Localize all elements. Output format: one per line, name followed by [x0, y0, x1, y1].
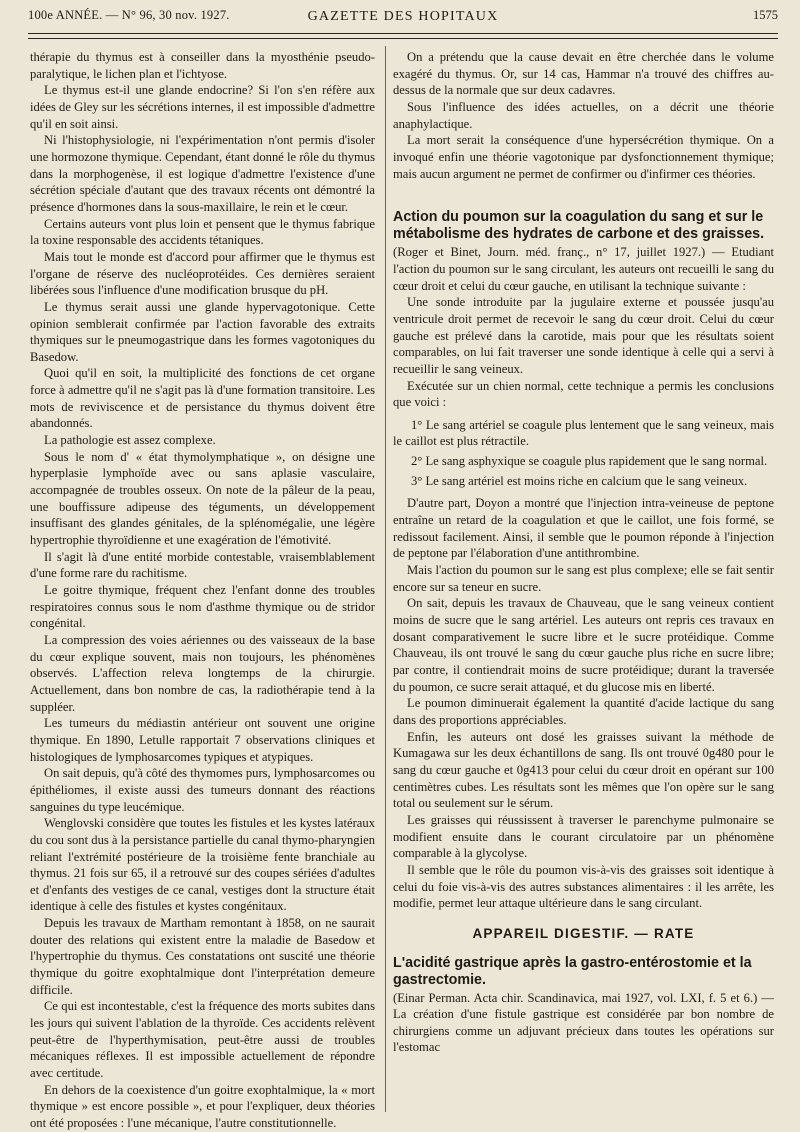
paragraph: Sous le nom d' « état thymolymphatique », on désigne une hyperplasie lymphoïde avec ou sans aplasie vasculaire, accompagnée de troubles osseux. On note de la pâleur de la peau, une bouffissure adipeuse des téguments, un développement insuffisant des glandes génitales, de la splénomégalie, une légère hypertrophie thyroïdienne et une exagération de l'émotivité. [30, 449, 375, 548]
column-divider [385, 46, 386, 1112]
paragraph: En dehors de la coexistence d'un goitre exophtalmique, la « mort thymique » est encore possible », et pour l'expliquer, deux théories ont été proposées : l'une mécanique, l'autre constitutionnelle. [30, 1082, 375, 1130]
list-item: 3° Le sang artériel est moins riche en calcium que le sang veineux. [411, 473, 748, 488]
paragraph: Les graisses qui réussissent à traverser le parenchyme pulmonaire se modifient ensuite dans le courant circulatoire par un phénomène comparable à la glycolyse. [393, 812, 774, 861]
section-heading: APPAREIL DIGESTIF. — RATE [472, 925, 695, 941]
paragraph: Les tumeurs du médiastin antérieur ont souvent une origine thymique. En 1890, Letulle rapportait 7 observations cliniques et histologiques de lymphosarcomes typiques et atypiques. [30, 716, 375, 764]
paragraph: La pathologie est assez complexe. [44, 433, 216, 448]
paragraph: Enfin, les auteurs ont dosé les graisses suivant la méthode de Kumagawa sur les deux échantillons de sang. Ils ont trouvé 0g480 pour le sang du cœur gauche et 0g413 pour celui du cœur droit en opérant sur 100 centimètres cubes. Les résultats sont les mêmes que l'on opère sur le sang total ou seulement sur le sérum. [393, 729, 774, 811]
right-column [393, 49, 774, 1056]
paragraph: Certains auteurs vont plus loin et pensent que le thymus fabrique la toxine responsable des accidents tétaniques. [30, 216, 375, 248]
paragraph: Le poumon diminuerait également la quantité d'acide lactique du sang dans des proportions appréciables. [393, 696, 774, 727]
paragraph: Le thymus est-il une glande endocrine? Si l'on s'en réfère aux idées de Gley sur les sécrétions internes, il est impossible d'admettre qu'il en soit ainsi. [30, 83, 375, 131]
left-column [30, 49, 375, 1132]
conclusions-list [393, 417, 774, 490]
page-number: 1575 [753, 8, 778, 22]
article-reference: (Roger et Binet, Journ. méd. franç., n° 17, juillet 1927.) — Etudiant l'action du poumon sur le sang circulant, les auteurs ont recueilli le sang du cœur droit et celui du cœur gauche, en utilisant la technique suivante : [393, 245, 774, 293]
paragraph: Depuis les travaux de Martham remontant à 1858, on ne saurait douter des relations qui existent entre la maladie de Basedow et l'hypertrophie du thymus. Ces constatations ont suscité une théorie thymique du goitre exophtalmique dont l'interprétation demeure difficile. [30, 916, 375, 997]
article-title: Action du poumon sur la coagulation du sang et sur le métabolisme des hydrates de carbone et des graisses. [393, 209, 765, 243]
paragraph: Le thymus serait aussi une glande hypervagotonique. Cette opinion semblerait confirmée par l'action favorable des extraits thymiques sur le pneumogastrique dans les formes vagotoniques du Basedow. [30, 299, 375, 364]
paragraph: Mais tout le monde est d'accord pour affirmer que le thymus est l'organe de réserve des nucléoprotéides. Ces dernières seraient libérées sous l'influence d'une modification brusque du pH. [30, 249, 375, 298]
header-rule-thick [28, 33, 778, 34]
paragraph: On sait, depuis les travaux de Chauveau, que le sang veineux contient moins de sucre que le sang artériel. Les auteurs ont repris ces travaux en dosant comparativement le sucre libre et le sucre protéidique. Comme Chauveau, ils ont trouvé le sang du cœur gauche plus riche en sucre libre; par contre, il contiendrait moins de sucre protéidique; durant la traversée du poumon, ce sucre serait attaqué, et du glucose mis en liberté. [393, 596, 774, 694]
paragraph: Mais l'action du poumon sur le sang est plus complexe; elle se fait sentir encore sur sa teneur en sucre. [393, 563, 774, 594]
paragraph: thérapie du thymus est à conseiller dans la myosthénie pseudo-paralytique, le lichen plan et l'ichtyose. [30, 50, 375, 81]
header-rule-thin [28, 38, 778, 39]
article-title: L'acidité gastrique après la gastro-entérostomie et la gastrectomie. [393, 954, 752, 988]
paragraph: Ni l'histophysiologie, ni l'expérimentation n'ont permis d'isoler une hormozone thymique. Cependant, étant donné le rôle du thymus dans la morphogenèse, il est logique d'admettre l'existence d'une sécrétion spéciale d'autant que des travaux récents ont démontré la présence d'hormones dans la sous-maxillaire, le rein et le cœur. [30, 133, 375, 214]
paragraph: On a prétendu que la cause devait en être cherchée dans le volume exagéré du thymus. Or, sur 14 cas, Hammar n'a trouvé des chiffres au-dessus de la normale que sur deux cadavres. [393, 50, 774, 98]
paragraph: Ce qui est incontestable, c'est la fréquence des morts subites dans les jours qui suivent l'ablation de la thyroïde. Ces accidents relèvent peut-être de l'hyperthymisation, peut-être aussi de troubles mécaniques réflexes. Il est impossible actuellement de répondre avec certitude. [30, 999, 375, 1081]
list-item: 2° Le sang asphyxique se coagule plus rapidement que le sang normal. [411, 454, 768, 469]
publication-title: GAZETTE DES HOPITAUX [307, 9, 499, 24]
paragraph: Une sonde introduite par la jugulaire externe et poussée jusqu'au ventricule droit permet de recevoir le sang du cœur droit. Celui du cœur gauche est prélevé dans la carotide, mais pour que les résultats soient comparables, on lui fait traverser une sonde identique à celle qui a servi à recueillir le sang veineux. [393, 295, 774, 376]
paragraph: Il s'agit là d'une entité morbide contestable, vraisemblablement d'une forme rare du rachitisme. [30, 549, 375, 581]
paragraph: Le goitre thymique, fréquent chez l'enfant donne des troubles respiratoires connus sous le nom d'asthme thymique ou de stridor congénital. [30, 583, 375, 631]
paragraph: La mort serait la conséquence d'une hypersécrétion thymique. On a invoqué enfin une théorie vagotonique par dysfonctionnement thymique; mais aucun argument ne permet de confirmer ou d'infirmer ces théories. [393, 133, 774, 181]
paragraph: Il semble que le rôle du poumon vis-à-vis des graisses soit identique à celui du foie vis-à-vis des autres substances alimentaires : il les arrête, les modifie, permet leur attaque ultérieure dans le sang circulant. [393, 862, 774, 911]
paragraph: D'autre part, Doyon a montré que l'injection intra-veineuse de peptone entraîne un retard de la coagulation et que le caillot, une fois formé, se redissout facilement. Ainsi, il semble que le poumon réponde à l'injection de peptone par l'élaboration d'une antithrombine. [393, 496, 774, 561]
paragraph: Quoi qu'il en soit, la multiplicité des fonctions de cet organe force à admettre qu'il ne s'agit pas là d'une formation transitoire. Les mots de reviviscence et de persistance du thymus doivent être abandonnés. [30, 366, 375, 431]
paragraph: Wenglovski considère que toutes les fistules et les kystes latéraux du cou sont dus à la persistance partielle du canal thymo-pharyngien reliant l'extrémité postérieure de la troisième fente branchiale au thymus. 21 fois sur 65, il a retrouvé sur des coupes sériées d'adultes et d'enfants des vestiges de ce canal, vestiges dont la structure était identique à celle des fistules et kystes congénitaux. [30, 816, 375, 914]
paragraph: Sous l'influence des idées actuelles, on a décrit une théorie anaphylactique. [393, 99, 774, 131]
issue-info: 100e ANNÉE. — N° 96, 30 nov. 1927. [28, 8, 230, 22]
paragraph: Exécutée sur un chien normal, cette technique a permis les conclusions que voici : [393, 378, 774, 410]
paragraph: La compression des voies aériennes ou des vaisseaux de la base du cœur explique souvent, mais non toujours, les phénomènes observés. L'affection releva longtemps de la chirurgie. Actuellement, dans bon nombre de cas, la radiothérapie tend à la suppléer. [30, 632, 375, 714]
page-header [28, 8, 778, 34]
article-reference: (Einar Perman. Acta chir. Scandinavica, mai 1927, vol. LXI, f. 5 et 6.) — La création d'une fistule gastrique est considérée par bon nombre de chirurgiens comme un adjuvant précieux dans toutes les opérations sur l'estomac [393, 990, 774, 1055]
list-item: 1° Le sang artériel se coagule plus lentement que le sang veineux, mais le caillot est plus rétractile. [393, 417, 774, 449]
paragraph: On sait depuis, qu'à côté des thymomes purs, lymphosarcomes ou épithéliomes, il existe aussi des tumeurs donnant des réactions sanguines du type leucémique. [30, 766, 375, 814]
